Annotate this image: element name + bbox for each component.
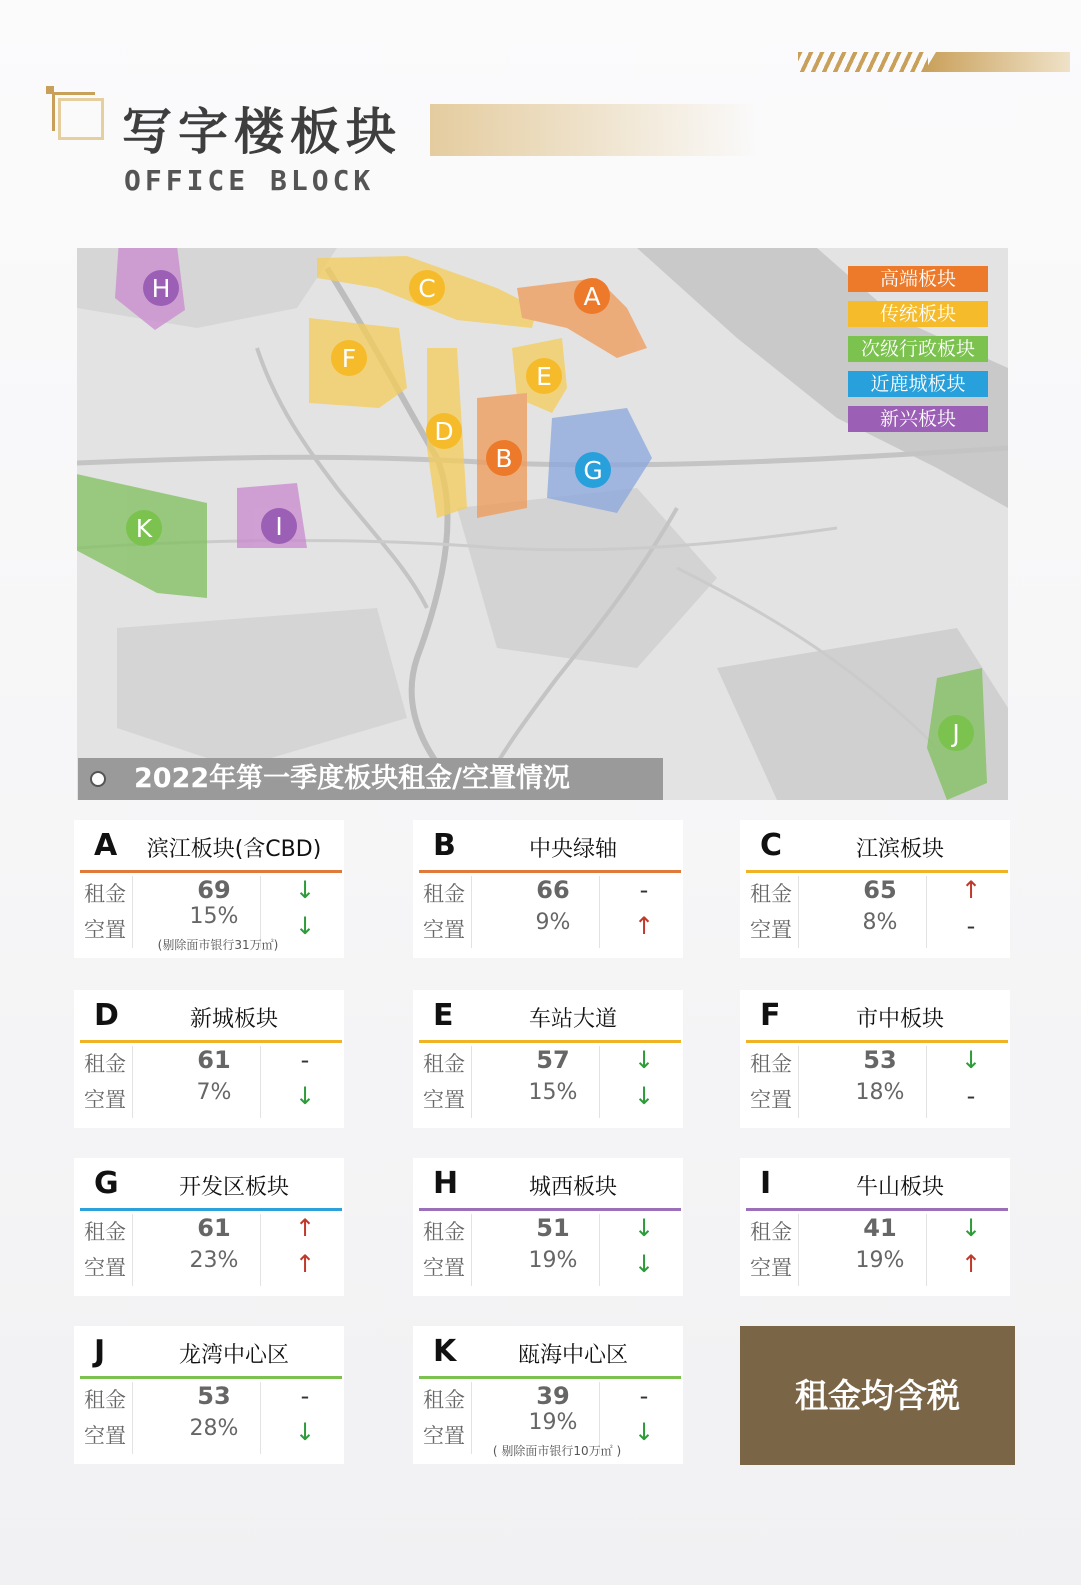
block-color-line [80, 1376, 342, 1379]
rent-label: 租金 [423, 1220, 465, 1244]
block-note: (剔除面市银行31万㎡) [157, 938, 279, 952]
vacancy-trend-icon: - [966, 1082, 976, 1110]
rent-trend-icon: - [639, 1382, 649, 1410]
block-color-line [419, 870, 681, 873]
map-marker-label: E [536, 362, 552, 391]
block-card-j [74, 1326, 344, 1464]
vacancy-value: 28% [189, 1416, 239, 1441]
vacancy-label: 空置 [750, 1088, 792, 1112]
divider [132, 1382, 133, 1454]
map-marker-label: F [341, 344, 357, 373]
legend-item-traditional: 传统板块 [848, 301, 988, 327]
rent-trend-icon: ↑ [294, 1214, 316, 1242]
block-letter: A [94, 828, 118, 863]
vacancy-value: 15% [189, 904, 239, 929]
map-marker-label: J [952, 719, 960, 748]
map-caption [78, 758, 663, 800]
map-legend [848, 266, 988, 441]
vacancy-label: 空置 [750, 918, 792, 942]
vacancy-label: 空置 [84, 918, 126, 942]
divider [132, 1046, 133, 1118]
rent-value: 53 [863, 1046, 897, 1074]
title-highlight-bar [430, 104, 760, 156]
rent-trend-icon: ↓ [633, 1214, 655, 1242]
vacancy-value: 18% [855, 1080, 905, 1105]
block-card-f [740, 990, 1010, 1128]
rent-trend-icon: ↓ [960, 1046, 982, 1074]
divider [471, 1046, 472, 1118]
map-marker-label: K [135, 514, 153, 543]
block-card-h [413, 1158, 683, 1296]
vacancy-trend-icon: ↓ [633, 1418, 655, 1446]
block-color-line [746, 870, 1008, 873]
vacancy-value: 23% [189, 1248, 239, 1273]
block-card-g [74, 1158, 344, 1296]
divider [798, 876, 799, 948]
block-card-i [740, 1158, 1010, 1296]
rent-value: 57 [536, 1046, 570, 1074]
vacancy-label: 空置 [423, 1088, 465, 1112]
divider [132, 876, 133, 948]
rent-trend-icon: ↑ [960, 876, 982, 904]
vacancy-value: 9% [535, 910, 571, 935]
vacancy-label: 空置 [423, 1424, 465, 1448]
map-marker-label: A [583, 282, 601, 311]
vacancy-trend-icon: - [966, 912, 976, 940]
vacancy-label: 空置 [423, 1256, 465, 1280]
block-color-line [746, 1208, 1008, 1211]
decor-gold-bar [924, 52, 1070, 72]
block-letter: I [760, 1166, 772, 1201]
divider [798, 1046, 799, 1118]
block-card-c [740, 820, 1010, 958]
block-color-line [419, 1208, 681, 1211]
block-letter: K [433, 1334, 457, 1369]
block-letter: J [94, 1334, 106, 1369]
vacancy-trend-icon: ↓ [633, 1250, 655, 1278]
divider [926, 1214, 927, 1286]
map-caption-text: 2022年第一季度板块租金/空置情况 [134, 763, 571, 794]
block-name: 中央绿轴 [528, 837, 617, 862]
divider [260, 1382, 261, 1454]
rent-label: 租金 [84, 1052, 126, 1076]
map-marker-label: C [418, 274, 436, 303]
divider [926, 876, 927, 948]
rent-value: 39 [536, 1382, 570, 1410]
legend-item-emerging: 新兴板块 [848, 406, 988, 432]
block-name: 市中板块 [855, 1007, 944, 1032]
rent-label: 租金 [423, 1052, 465, 1076]
block-name: 车站大道 [528, 1007, 617, 1032]
title-frame-icon [52, 92, 100, 136]
rent-value: 61 [197, 1214, 231, 1242]
rent-label: 租金 [750, 1220, 792, 1244]
block-color-line [80, 1040, 342, 1043]
rent-label: 租金 [750, 1052, 792, 1076]
block-note: ( 剔除面市银行10万㎡ ) [492, 1444, 622, 1458]
rent-value: 66 [536, 876, 570, 904]
map-marker-label: D [434, 417, 454, 446]
rent-label: 租金 [84, 882, 126, 906]
vacancy-value: 19% [528, 1248, 578, 1273]
block-letter: H [433, 1166, 459, 1201]
block-name: 滨江板块(含CBD) [146, 837, 322, 862]
divider [471, 876, 472, 948]
rent-trend-icon: - [300, 1382, 310, 1410]
block-name: 瓯海中心区 [517, 1343, 628, 1368]
block-card-k [413, 1326, 683, 1464]
divider [260, 1214, 261, 1286]
divider [132, 1214, 133, 1286]
divider [599, 876, 600, 948]
divider [471, 1382, 472, 1454]
divider [926, 1046, 927, 1118]
rent-label: 租金 [84, 1388, 126, 1412]
vacancy-trend-icon: ↑ [294, 1250, 316, 1278]
rent-value: 51 [536, 1214, 570, 1242]
vacancy-value: 8% [862, 910, 898, 935]
page-subtitle: OFFICE BLOCK [124, 164, 375, 197]
vacancy-trend-icon: ↑ [633, 912, 655, 940]
block-name: 龙湾中心区 [178, 1343, 289, 1368]
map-marker-label: G [583, 456, 603, 485]
vacancy-trend-icon: ↓ [294, 1082, 316, 1110]
rent-trend-icon: - [639, 876, 649, 904]
divider [599, 1214, 600, 1286]
decor-stripes [798, 52, 928, 72]
block-letter: G [94, 1166, 119, 1201]
rent-value: 53 [197, 1382, 231, 1410]
tax-note: 租金均含税 [740, 1326, 1015, 1465]
vacancy-trend-icon: ↓ [294, 912, 316, 940]
rent-value: 69 [197, 876, 231, 904]
block-color-line [80, 870, 342, 873]
block-letter: C [760, 828, 783, 863]
block-letter: E [433, 998, 454, 1033]
block-color-line [746, 1040, 1008, 1043]
rent-value: 41 [863, 1214, 897, 1242]
block-color-line [419, 1040, 681, 1043]
rent-trend-icon: ↓ [633, 1046, 655, 1074]
rent-label: 租金 [423, 882, 465, 906]
rent-trend-icon: ↓ [294, 876, 316, 904]
vacancy-label: 空置 [84, 1424, 126, 1448]
rent-label: 租金 [423, 1388, 465, 1412]
block-card-a [74, 820, 344, 958]
vacancy-label: 空置 [84, 1256, 126, 1280]
vacancy-value: 15% [528, 1080, 578, 1105]
block-card-e [413, 990, 683, 1128]
rent-value: 61 [197, 1046, 231, 1074]
legend-item-high-end: 高端板块 [848, 266, 988, 292]
vacancy-value: 19% [528, 1410, 578, 1435]
block-name: 城西板块 [528, 1175, 617, 1200]
legend-item-secondary-admin: 次级行政板块 [848, 336, 988, 362]
block-letter: D [94, 998, 119, 1033]
block-card-b [413, 820, 683, 958]
vacancy-trend-icon: ↓ [633, 1082, 655, 1110]
divider [599, 1046, 600, 1118]
map-marker-label: H [151, 274, 171, 303]
vacancy-label: 空置 [423, 918, 465, 942]
district-map [77, 248, 1008, 800]
block-card-d [74, 990, 344, 1128]
page-title: 写字楼板块 [122, 103, 402, 161]
bullet-icon [90, 771, 106, 787]
divider [471, 1214, 472, 1286]
rent-label: 租金 [84, 1220, 126, 1244]
vacancy-value: 19% [855, 1248, 905, 1273]
block-name: 江滨板块 [855, 837, 944, 862]
rent-trend-icon: ↓ [960, 1214, 982, 1242]
vacancy-label: 空置 [84, 1088, 126, 1112]
vacancy-trend-icon: ↑ [960, 1250, 982, 1278]
map-marker-label: I [275, 512, 283, 541]
vacancy-label: 空置 [750, 1256, 792, 1280]
block-color-line [80, 1208, 342, 1211]
rent-trend-icon: - [300, 1046, 310, 1074]
divider [260, 1046, 261, 1118]
block-letter: F [760, 998, 781, 1033]
block-name: 开发区板块 [178, 1175, 289, 1200]
rent-label: 租金 [750, 882, 792, 906]
rent-value: 65 [863, 876, 897, 904]
block-letter: B [433, 828, 456, 863]
map-marker-label: B [495, 444, 513, 473]
divider [798, 1214, 799, 1286]
vacancy-value: 7% [196, 1080, 232, 1105]
block-color-line [419, 1376, 681, 1379]
block-name: 新城板块 [189, 1007, 278, 1032]
legend-item-near-lucheng: 近鹿城板块 [848, 371, 988, 397]
vacancy-trend-icon: ↓ [294, 1418, 316, 1446]
block-name: 牛山板块 [855, 1175, 944, 1200]
